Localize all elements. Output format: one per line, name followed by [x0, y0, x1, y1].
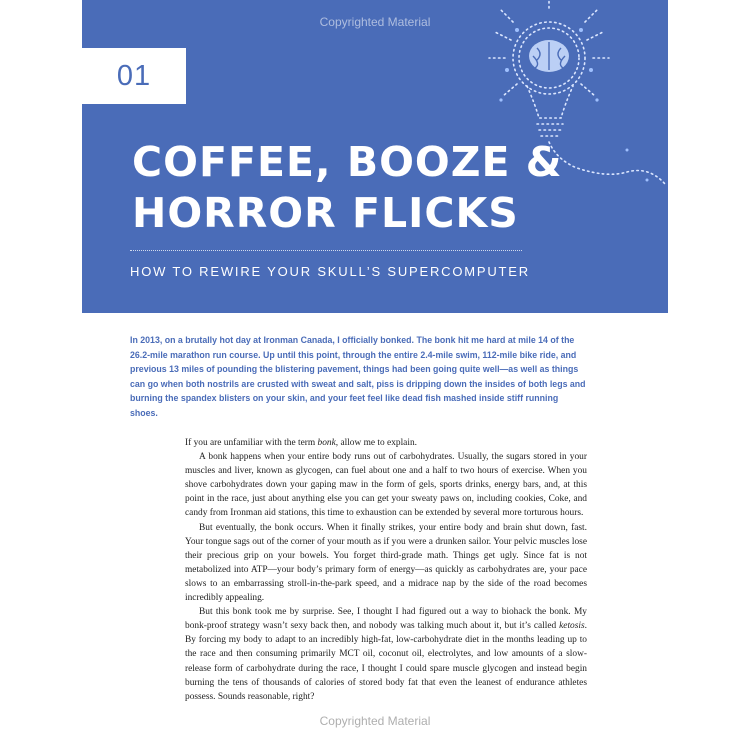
body-paragraph-4	[185, 605, 587, 704]
chapter-subtitle: HOW TO REWIRE YOUR SKULL’S SUPERCOMPUTER	[130, 264, 530, 279]
chapter-title	[132, 137, 563, 239]
dotted-divider	[130, 250, 522, 251]
chapter-number: 01	[116, 59, 152, 92]
intro-paragraph: In 2013, on a brutally hot day at Ironman Canada, I officially bonked. The bonk hit me hard at mile 14 of the 26.2-mile marathon run course. Up until this point, through the entire 2.4-mile swim, 112-mile bike ride, and previous 13 miles of pounding the blistering pavement, things had been going quite well—as well as things can go when both nostrils are crusted with sweat and salt, piss is dripping down the insides of both legs and burning the spandex blisters on your skin, and your feet feel like dead fish mashed inside stiff running shoes.	[130, 335, 586, 418]
p1-text-start: If you are unfamiliar with the term	[185, 438, 318, 448]
watermark-top: Copyrighted Material	[319, 15, 431, 29]
chapter-title-line-2: HORROR FLICKS	[132, 189, 519, 237]
chapter-header	[82, 0, 668, 313]
term-ketosis: ketosis	[559, 621, 585, 632]
chapter-title-line-1: COFFEE, BOOZE &	[132, 138, 563, 186]
body-paragraph-3: But eventually, the bonk occurs. When it finally strikes, your entire body and brain shut down, fast. Your tongue sags out of the corner of your mouth as if you were a drunken sailor. Your pelvic muscles lose their precious grip on your bowels. You forget third-grade math. Things get ugly. Since fat is not metabolized into ATP—your body’s primary form of energy—as quickly as carbohydrates are, your pace slows to an embarrassing stroll-in-the-park speed, and a midrace nap by the side of the road becomes incredibly appealing.	[185, 522, 587, 604]
watermark-bottom: Copyrighted Material	[319, 714, 431, 728]
p1-text-end: , allow me to explain.	[335, 438, 417, 448]
p4-text-end: . By forcing my body to adapt to an incredibly high-fat, low-carbohydrate diet in the months leading up to the race and then consuming primarily MCT oil, coconut oil, electrolytes, and low amounts of a slow-release form of carbohydrate during the race, I thought I could spare muscle glycogen and instead begin burning the tens of thousands of calories of stored body fat that even the leanest of endurance athletes possess. Sounds reasonable, right?	[185, 621, 587, 702]
chapter-number-box	[82, 48, 186, 104]
body-paragraph-2: A bonk happens when your entire body runs out of carbohydrates. Usually, the sugars stored in your muscles and liver, known as glycogen, can fuel about one and a half to two hours of exercise. When you shove carbohydrates down your gaping maw in the form of gels, sports drinks, energy bars, and, at this point in the race, just about anything else you can get your sweaty paws on, including cookies, Coke, and candy from Ironman aid stations, this time to exhaustion can be extended by several more torturous hours.	[185, 452, 587, 519]
p4-text-start: But this bonk took me by surprise. See, I thought I had figured out a way to biohack the bonk. My bonk-proof strategy wasn’t sexy back then, and nobody was talking much about it, but it’s called	[185, 607, 587, 632]
body-text	[185, 436, 587, 704]
term-bonk: bonk	[317, 438, 336, 448]
body-paragraph-1	[185, 436, 587, 450]
